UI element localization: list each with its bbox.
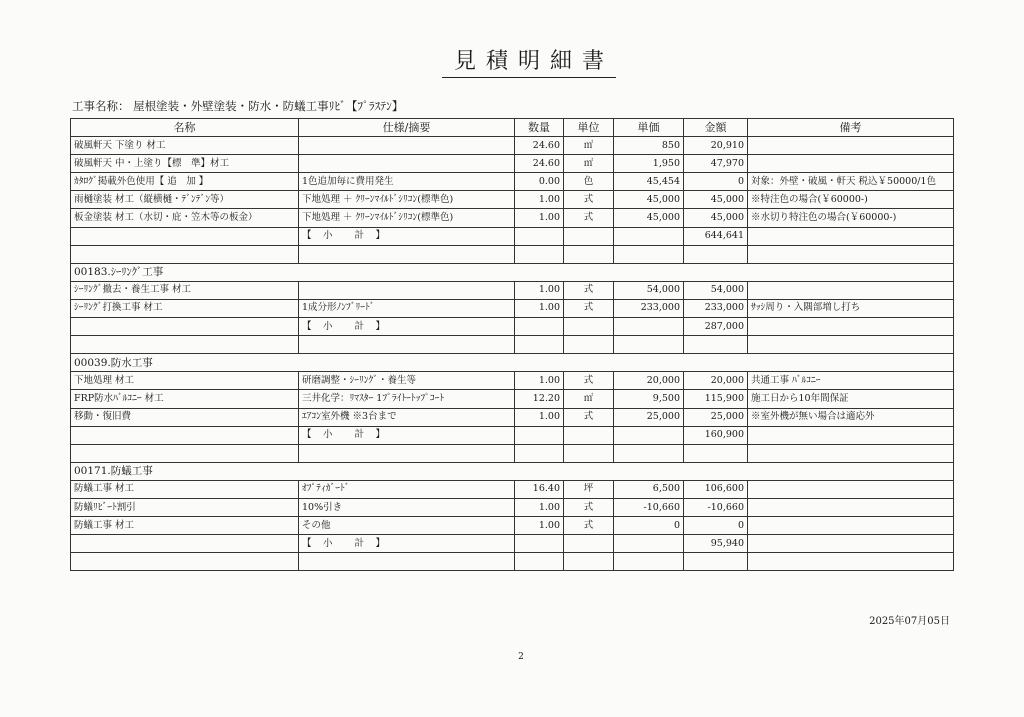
- item-price: 0: [614, 517, 684, 535]
- amount-cell: [684, 245, 748, 263]
- unit-cell: [564, 318, 614, 336]
- item-note: 対象：外壁・破風・軒天 税込￥50000/1色: [748, 173, 954, 191]
- subtotal-amount: 644,641: [684, 227, 748, 245]
- price-cell: [614, 553, 684, 571]
- item-price: 25,000: [614, 408, 684, 426]
- item-spec: ｴｱｺﾝ室外機 ※3台まで: [299, 408, 515, 426]
- item-price: 20,000: [614, 372, 684, 390]
- section-row: [71, 354, 954, 372]
- subtotal-amount: 95,940: [684, 535, 748, 553]
- qty-cell: [515, 336, 564, 354]
- table-row: [71, 390, 954, 408]
- section-title: 00183.ｼｰﾘﾝｸﾞ工事: [71, 263, 954, 281]
- amount-cell: [684, 444, 748, 462]
- item-note: [748, 498, 954, 516]
- name-cell: [71, 227, 299, 245]
- item-name: 板金塗装 材工（水切・庇・笠木等の板金）: [71, 209, 299, 227]
- blank-row: [71, 444, 954, 462]
- item-spec: [299, 281, 515, 299]
- item-unit: 式: [564, 281, 614, 299]
- item-note: ※室外機が無い場合は適応外: [748, 408, 954, 426]
- qty-cell: [515, 318, 564, 336]
- item-amount: -10,660: [684, 498, 748, 516]
- item-price: 6,500: [614, 480, 684, 498]
- item-amount: 47,970: [684, 155, 748, 173]
- issue-date: 2025年07月05日: [869, 616, 950, 627]
- item-qty: 1.00: [515, 299, 564, 317]
- page-title: 見積明細書: [0, 44, 1024, 75]
- item-name: 雨樋塗装 材工（縦横樋・ﾃﾞﾝﾃﾞﾝ等）: [71, 191, 299, 209]
- price-cell: [614, 318, 684, 336]
- item-amount: 0: [684, 517, 748, 535]
- item-price: -10,660: [614, 498, 684, 516]
- item-spec: [299, 155, 515, 173]
- note-cell: [748, 245, 954, 263]
- item-qty: 0.00: [515, 173, 564, 191]
- section-row: [71, 263, 954, 281]
- spec-cell: [299, 245, 515, 263]
- item-spec: ｵﾌﾟﾃｨｶﾞｰﾄﾞ: [299, 480, 515, 498]
- item-amount: 20,000: [684, 372, 748, 390]
- unit-cell: [564, 336, 614, 354]
- item-unit: 式: [564, 372, 614, 390]
- item-spec: 1色追加毎に費用発生: [299, 173, 515, 191]
- subtotal-row: [71, 227, 954, 245]
- table-row: [71, 498, 954, 516]
- name-cell: [71, 245, 299, 263]
- name-cell: [71, 318, 299, 336]
- item-unit: 式: [564, 408, 614, 426]
- item-qty: 1.00: [515, 281, 564, 299]
- item-amount: 54,000: [684, 281, 748, 299]
- item-price: 233,000: [614, 299, 684, 317]
- unit-cell: [564, 444, 614, 462]
- item-note: 共通工事 ﾊﾞﾙｺﾆｰ: [748, 372, 954, 390]
- project-name: 屋根塗装・外壁塗装・防水・防蟻工事ﾘﾋﾞ【ﾌﾟﾗｽﾃﾝ】: [133, 99, 404, 113]
- subtotal-label: 【 小 計 】: [299, 227, 515, 245]
- qty-cell: [515, 245, 564, 263]
- unit-cell: [564, 426, 614, 444]
- qty-cell: [515, 553, 564, 571]
- item-name: ｼｰﾘﾝｸﾞ打換工事 材工: [71, 299, 299, 317]
- note-cell: [748, 535, 954, 553]
- estimate-table: [70, 118, 954, 571]
- subtotal-label: 【 小 計 】: [299, 535, 515, 553]
- item-qty: 1.00: [515, 209, 564, 227]
- header-name: 名称: [71, 119, 299, 137]
- table-row: [71, 155, 954, 173]
- qty-cell: [515, 535, 564, 553]
- item-unit: ㎡: [564, 155, 614, 173]
- table-body: [71, 137, 954, 571]
- item-unit: ㎡: [564, 390, 614, 408]
- header-amount: 金額: [684, 119, 748, 137]
- item-price: 45,454: [614, 173, 684, 191]
- table-row: [71, 137, 954, 155]
- item-unit: 色: [564, 173, 614, 191]
- item-spec: 1成分形ﾉﾝﾌﾞﾘｰﾄﾞ: [299, 299, 515, 317]
- blank-row: [71, 553, 954, 571]
- header-row: [71, 119, 954, 137]
- price-cell: [614, 426, 684, 444]
- note-cell: [748, 318, 954, 336]
- project-line: [72, 98, 403, 114]
- item-name: 破風軒天 中・上塗り【標 準】材工: [71, 155, 299, 173]
- item-qty: 12.20: [515, 390, 564, 408]
- item-note: [748, 480, 954, 498]
- table-row: [71, 173, 954, 191]
- unit-cell: [564, 553, 614, 571]
- item-qty: 1.00: [515, 372, 564, 390]
- item-spec: 下地処理 ＋ ｸﾘｰﾝﾏｲﾙﾄﾞｼﾘｺﾝ(標準色): [299, 191, 515, 209]
- item-unit: 式: [564, 517, 614, 535]
- item-amount: 233,000: [684, 299, 748, 317]
- item-name: 防蟻ﾘﾋﾞｰﾄ割引: [71, 498, 299, 516]
- item-name: 破風軒天 下塗り 材工: [71, 137, 299, 155]
- item-qty: 1.00: [515, 498, 564, 516]
- amount-cell: [684, 553, 748, 571]
- item-amount: 25,000: [684, 408, 748, 426]
- spec-cell: [299, 336, 515, 354]
- header-note: 備考: [748, 119, 954, 137]
- page-number: 2: [518, 652, 524, 662]
- item-note: [748, 517, 954, 535]
- item-price: 850: [614, 137, 684, 155]
- qty-cell: [515, 426, 564, 444]
- price-cell: [614, 336, 684, 354]
- subtotal-row: [71, 535, 954, 553]
- unit-cell: [564, 227, 614, 245]
- name-cell: [71, 336, 299, 354]
- subtotal-row: [71, 318, 954, 336]
- item-unit: 式: [564, 299, 614, 317]
- spec-cell: [299, 444, 515, 462]
- note-cell: [748, 336, 954, 354]
- name-cell: [71, 426, 299, 444]
- item-qty: 24.60: [515, 155, 564, 173]
- subtotal-label: 【 小 計 】: [299, 318, 515, 336]
- item-qty: 24.60: [515, 137, 564, 155]
- item-spec: [299, 137, 515, 155]
- name-cell: [71, 553, 299, 571]
- item-amount: 115,900: [684, 390, 748, 408]
- item-qty: 1.00: [515, 191, 564, 209]
- note-cell: [748, 227, 954, 245]
- item-name: FRP防水ﾊﾞﾙｺﾆｰ 材工: [71, 390, 299, 408]
- item-amount: 45,000: [684, 191, 748, 209]
- item-name: 移動・復旧費: [71, 408, 299, 426]
- item-amount: 106,600: [684, 480, 748, 498]
- item-note: ｻｯｼ周り・入隅部増し打ち: [748, 299, 954, 317]
- item-name: 防蟻工事 材工: [71, 517, 299, 535]
- amount-cell: [684, 336, 748, 354]
- header-price: 単価: [614, 119, 684, 137]
- subtotal-label: 【 小 計 】: [299, 426, 515, 444]
- item-qty: 1.00: [515, 517, 564, 535]
- table-row: [71, 209, 954, 227]
- name-cell: [71, 444, 299, 462]
- section-row: [71, 462, 954, 480]
- item-spec: 研磨調整・ｼｰﾘﾝｸﾞ・養生等: [299, 372, 515, 390]
- unit-cell: [564, 535, 614, 553]
- item-amount: 0: [684, 173, 748, 191]
- item-unit: 坪: [564, 480, 614, 498]
- item-unit: 式: [564, 209, 614, 227]
- subtotal-row: [71, 426, 954, 444]
- table-row: [71, 299, 954, 317]
- price-cell: [614, 245, 684, 263]
- name-cell: [71, 535, 299, 553]
- qty-cell: [515, 444, 564, 462]
- item-note: [748, 281, 954, 299]
- note-cell: [748, 553, 954, 571]
- item-amount: 45,000: [684, 209, 748, 227]
- item-name: 下地処理 材工: [71, 372, 299, 390]
- table-row: [71, 480, 954, 498]
- item-name: ｶﾀﾛｸﾞ掲載外色使用【 追 加 】: [71, 173, 299, 191]
- item-unit: ㎡: [564, 137, 614, 155]
- item-amount: 20,910: [684, 137, 748, 155]
- item-note: ※特注色の場合(￥60000-): [748, 191, 954, 209]
- subtotal-amount: 160,900: [684, 426, 748, 444]
- note-cell: [748, 444, 954, 462]
- project-label: 工事名称：: [72, 99, 130, 113]
- item-note: 施工日から10年間保証: [748, 390, 954, 408]
- item-price: 45,000: [614, 191, 684, 209]
- table-row: [71, 372, 954, 390]
- item-note: [748, 137, 954, 155]
- item-price: 1,950: [614, 155, 684, 173]
- header-unit: 単位: [564, 119, 614, 137]
- item-spec: 10%引き: [299, 498, 515, 516]
- unit-cell: [564, 245, 614, 263]
- section-title: 00171.防蟻工事: [71, 462, 954, 480]
- item-name: ｼｰﾘﾝｸﾞ撤去・養生工事 材工: [71, 281, 299, 299]
- item-unit: 式: [564, 191, 614, 209]
- item-price: 45,000: [614, 209, 684, 227]
- subtotal-amount: 287,000: [684, 318, 748, 336]
- blank-row: [71, 336, 954, 354]
- item-spec: 下地処理 ＋ ｸﾘｰﾝﾏｲﾙﾄﾞｼﾘｺﾝ(標準色): [299, 209, 515, 227]
- item-note: [748, 155, 954, 173]
- spec-cell: [299, 553, 515, 571]
- blank-row: [71, 245, 954, 263]
- price-cell: [614, 535, 684, 553]
- price-cell: [614, 227, 684, 245]
- item-qty: 1.00: [515, 408, 564, 426]
- price-cell: [614, 444, 684, 462]
- item-spec: 三井化学：ﾘﾏｽﾀｰ 1ﾌﾟﾗｲﾄｰﾄｯﾌﾟｺｰﾄ: [299, 390, 515, 408]
- item-note: ※水切り特注色の場合(￥60000-): [748, 209, 954, 227]
- table-row: [71, 517, 954, 535]
- item-price: 54,000: [614, 281, 684, 299]
- note-cell: [748, 426, 954, 444]
- qty-cell: [515, 227, 564, 245]
- header-spec: 仕様/摘要: [299, 119, 515, 137]
- table-row: [71, 408, 954, 426]
- item-spec: その他: [299, 517, 515, 535]
- table-row: [71, 281, 954, 299]
- section-title: 00039.防水工事: [71, 354, 954, 372]
- item-name: 防蟻工事 材工: [71, 480, 299, 498]
- item-unit: 式: [564, 498, 614, 516]
- item-qty: 16.40: [515, 480, 564, 498]
- item-price: 9,500: [614, 390, 684, 408]
- table-row: [71, 191, 954, 209]
- header-qty: 数量: [515, 119, 564, 137]
